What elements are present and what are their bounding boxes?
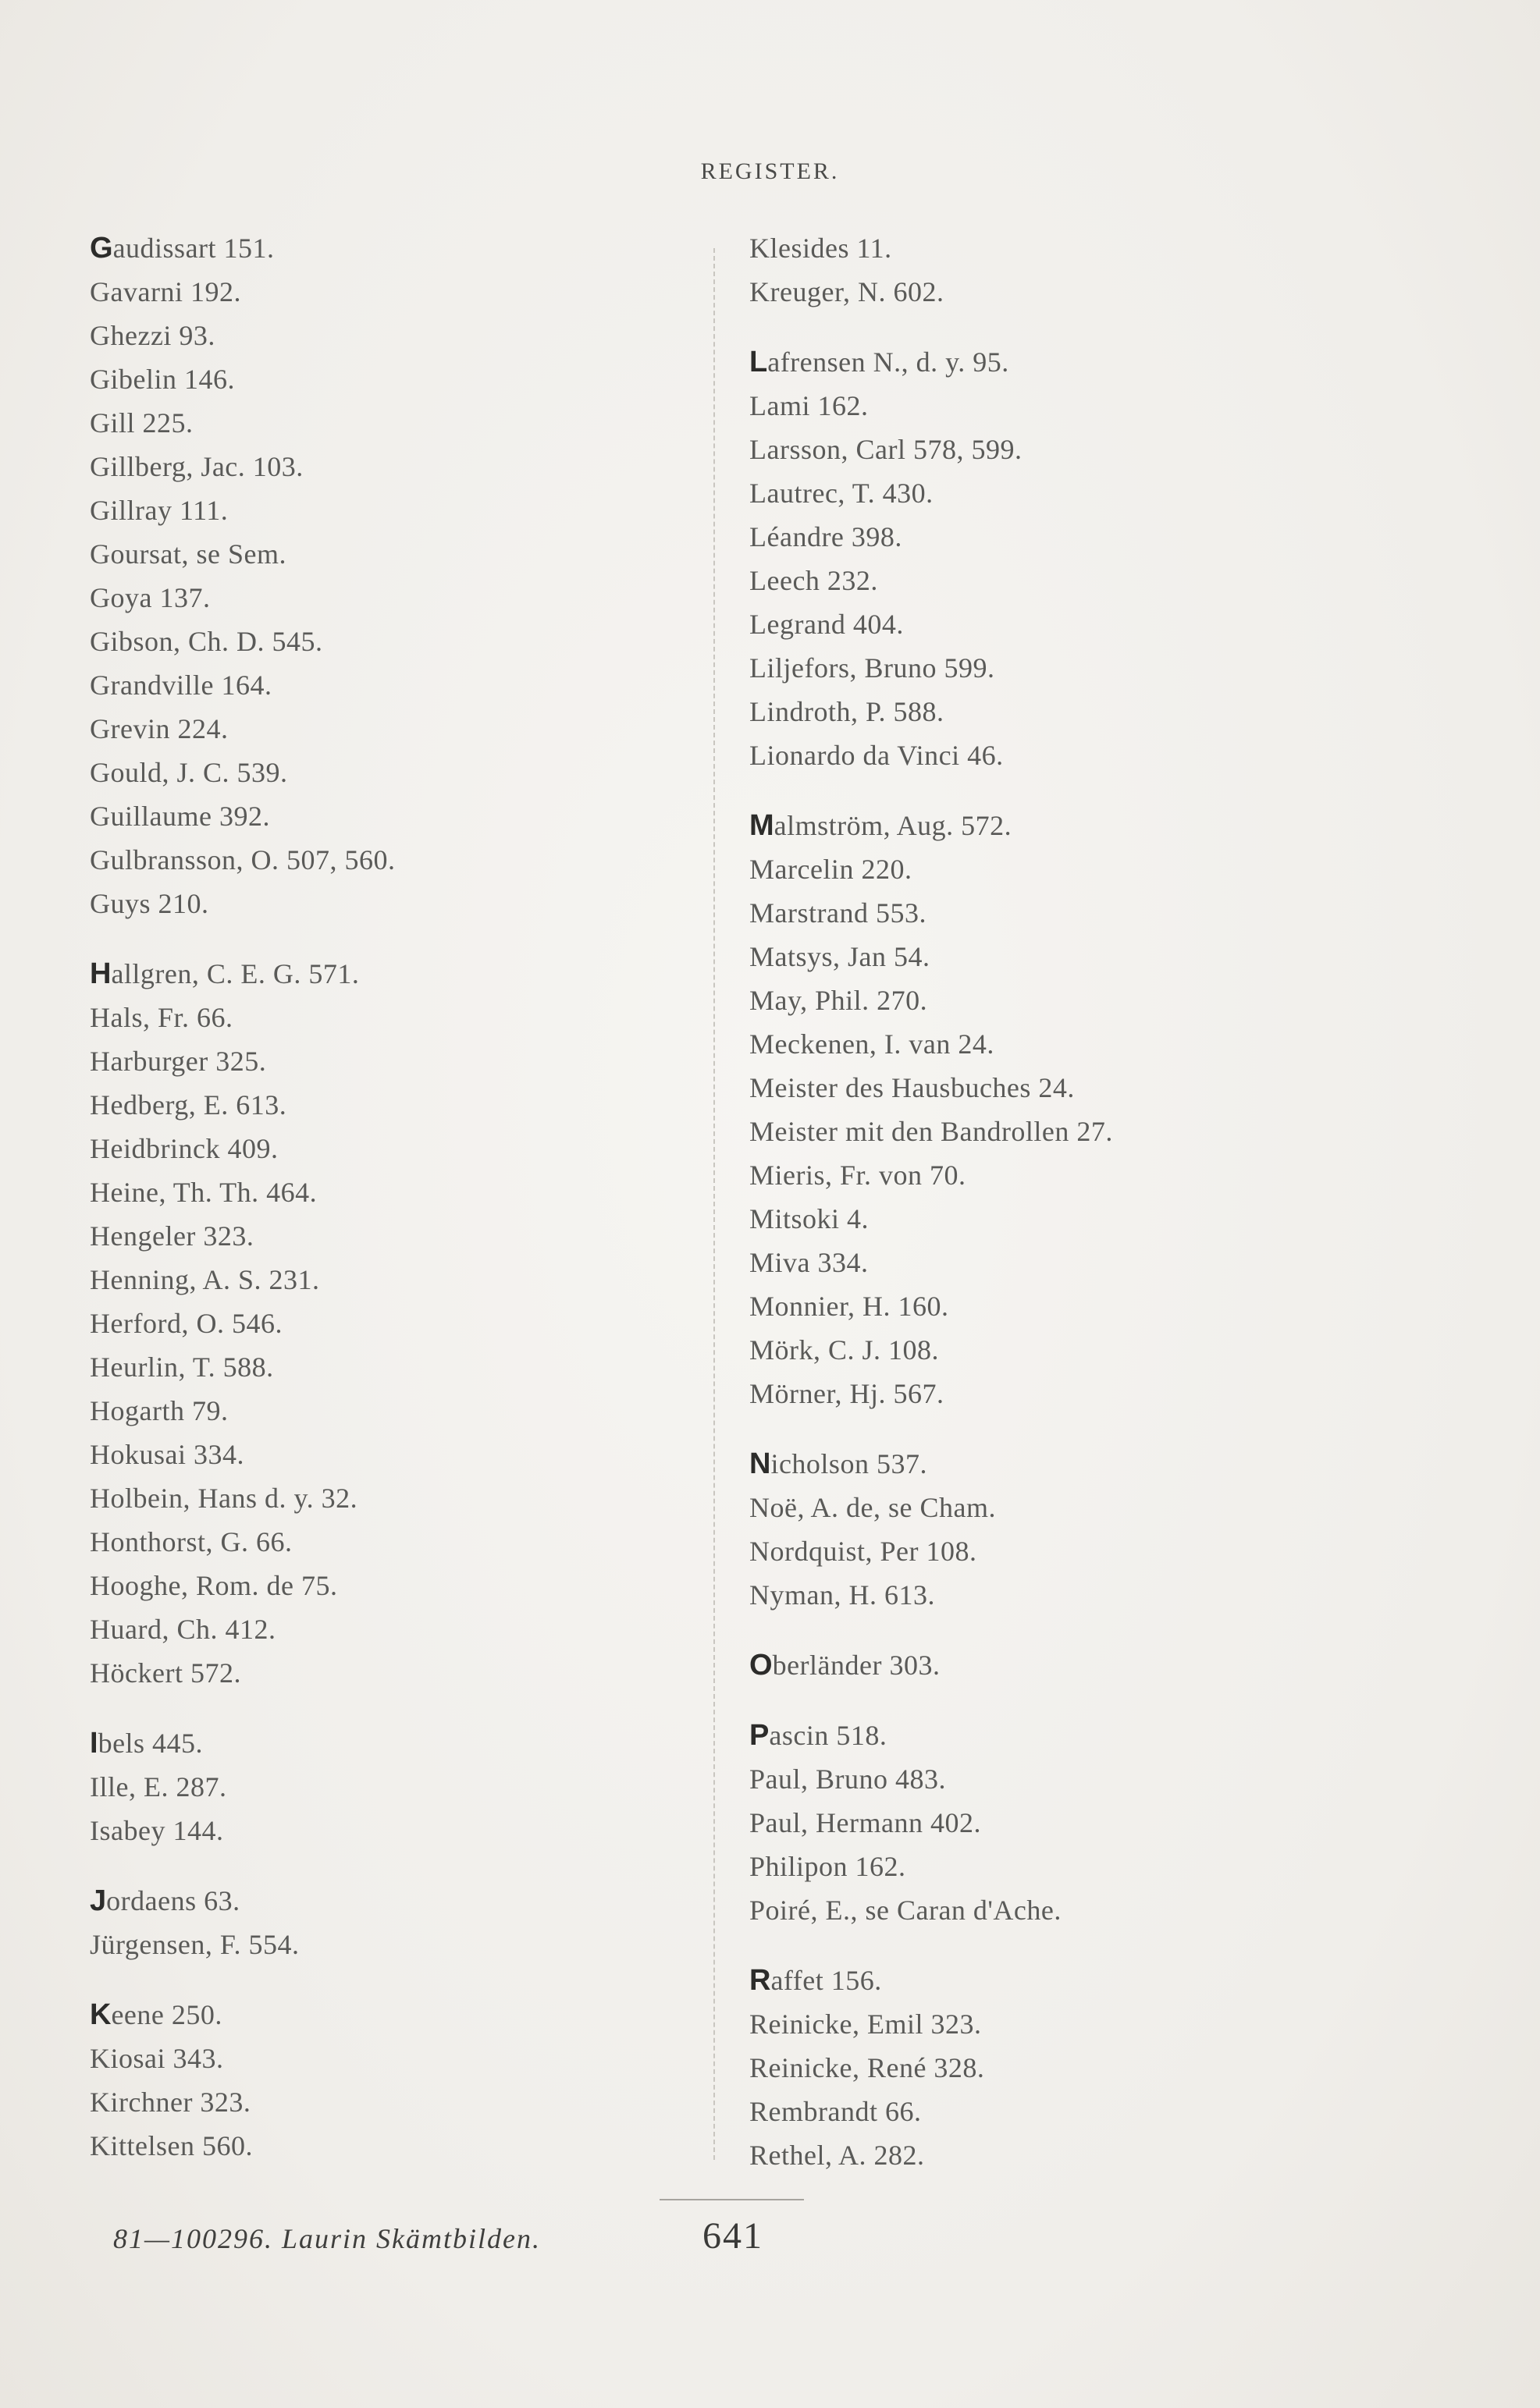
entry-text: Miva 334.: [749, 1247, 869, 1278]
column-divider: [713, 248, 715, 2160]
entry-text: ordaens 63.: [106, 1885, 240, 1916]
index-entry: [90, 1433, 683, 1476]
entry-text: Honthorst, G. 66.: [90, 1526, 293, 1557]
index-entry: [749, 1110, 1343, 1153]
index-entry: [749, 270, 1343, 314]
entry-text: Monnier, H. 160.: [749, 1291, 949, 1322]
index-entry: [749, 1643, 1343, 1687]
index-entry: [749, 1757, 1343, 1801]
entry-text: Mitsoki 4.: [749, 1203, 870, 1234]
initial-letter: O: [749, 1649, 773, 1682]
index-entry: [749, 1888, 1343, 1932]
entry-text: Guillaume 392.: [90, 801, 270, 832]
entry-text: Meister mit den Bandrollen 27.: [749, 1116, 1113, 1147]
index-entry: [749, 1959, 1343, 2002]
index-entry: [90, 620, 683, 663]
index-entry: [749, 978, 1343, 1022]
entry-text: Mieris, Fr. von 70.: [749, 1160, 966, 1191]
entry-text: Reinicke, Emil 323.: [749, 2008, 982, 2040]
page-title: REGISTER.: [700, 158, 840, 184]
entry-text: Isabey 144.: [90, 1815, 224, 1846]
entry-text: Leech 232.: [749, 565, 878, 596]
index-entry: [749, 2133, 1343, 2177]
index-entry: [90, 996, 683, 1039]
entry-text: Goya 137.: [90, 582, 211, 613]
initial-letter: R: [749, 1964, 771, 1997]
entry-text: Ille, E. 287.: [90, 1771, 227, 1802]
entry-text: Heidbrinck 409.: [90, 1133, 279, 1164]
entry-text: Lami 162.: [749, 390, 869, 421]
index-column-right: [749, 226, 1343, 2204]
index-entry: [90, 1564, 683, 1607]
index-entry: [90, 1258, 683, 1302]
index-entry: [749, 384, 1343, 428]
entry-text: Harburger 325.: [90, 1046, 267, 1077]
entry-text: Matsys, Jan 54.: [749, 941, 930, 972]
index-entry: [90, 1345, 683, 1389]
entry-text: Kittelsen 560.: [90, 2130, 253, 2161]
index-entry: [90, 1993, 683, 2037]
initial-letter: L: [749, 346, 768, 378]
index-entry: [90, 401, 683, 445]
entry-text: berländer 303.: [772, 1650, 941, 1681]
index-group: [90, 1721, 683, 1852]
entry-text: Hengeler 323.: [90, 1220, 254, 1252]
entry-text: Ghezzi 93.: [90, 320, 215, 351]
index-entry: [749, 733, 1343, 777]
entry-text: Rembrandt 66.: [749, 2096, 922, 2127]
index-entry: [90, 532, 683, 576]
initial-letter: P: [749, 1719, 770, 1752]
entry-text: Noë, A. de, se Cham.: [749, 1492, 996, 1523]
entry-text: Gillray 111.: [90, 495, 229, 526]
index-entry: [90, 1520, 683, 1564]
index-group: [90, 952, 683, 1695]
index-entry: [90, 1127, 683, 1170]
initial-letter: H: [90, 957, 112, 990]
entry-text: icholson 537.: [770, 1448, 927, 1479]
index-group: [749, 804, 1343, 1415]
entry-text: Nordquist, Per 108.: [749, 1536, 977, 1567]
entry-text: Liljefors, Bruno 599.: [749, 652, 995, 684]
index-entry: [90, 1879, 683, 1923]
index-entry: [749, 1372, 1343, 1415]
index-entry: [749, 1573, 1343, 1617]
index-entry: [90, 270, 683, 314]
index-entry: [749, 1197, 1343, 1241]
entry-text: Rethel, A. 282.: [749, 2140, 925, 2171]
index-entry: [90, 1809, 683, 1852]
index-entry: [90, 576, 683, 620]
index-entry: [90, 1170, 683, 1214]
index-entry: [90, 226, 683, 270]
index-entry: [90, 1214, 683, 1258]
index-entry: [749, 935, 1343, 978]
entry-text: Meckenen, I. van 24.: [749, 1028, 994, 1060]
index-entry: [90, 952, 683, 996]
index-entry: [90, 357, 683, 401]
entry-text: Kiosai 343.: [90, 2043, 224, 2074]
initial-letter: K: [90, 1998, 112, 2031]
entry-text: afrensen N., d. y. 95.: [767, 346, 1009, 378]
index-entry: [749, 1153, 1343, 1197]
page-footer: [113, 2214, 1440, 2261]
entry-text: Reinicke, René 328.: [749, 2052, 985, 2083]
entry-text: bels 445.: [98, 1728, 204, 1759]
entry-text: Larsson, Carl 578, 599.: [749, 434, 1023, 465]
entry-text: Legrand 404.: [749, 609, 904, 640]
entry-text: Lionardo da Vinci 46.: [749, 740, 1004, 771]
entry-text: Grandville 164.: [90, 669, 272, 701]
index-entry: [749, 1284, 1343, 1328]
index-entry: [749, 226, 1343, 270]
index-entry: [749, 1486, 1343, 1529]
index-group: [90, 1879, 683, 1966]
entry-text: eene 250.: [111, 1999, 222, 2030]
entry-text: affet 156.: [770, 1965, 882, 1996]
index-entry: [90, 1607, 683, 1651]
index-entry: [749, 804, 1343, 847]
entry-text: Kreuger, N. 602.: [749, 276, 944, 307]
entry-text: Heine, Th. Th. 464.: [90, 1177, 318, 1208]
entry-text: Gould, J. C. 539.: [90, 757, 288, 788]
index-entry: [749, 1714, 1343, 1757]
entry-text: Paul, Hermann 402.: [749, 1807, 981, 1838]
entry-text: Höckert 572.: [90, 1657, 241, 1689]
index-entry: [90, 1083, 683, 1127]
index-entry: [90, 882, 683, 925]
index-entry: [90, 2080, 683, 2124]
page-number: 641: [702, 2215, 763, 2257]
entry-text: Goursat, se Sem.: [90, 538, 286, 570]
index-entry: [90, 314, 683, 357]
index-entry: [90, 1651, 683, 1695]
initial-letter: N: [749, 1447, 771, 1480]
entry-text: Lautrec, T. 430.: [749, 478, 934, 509]
index-entry: [749, 1241, 1343, 1284]
entry-text: Hokusai 334.: [90, 1439, 244, 1470]
index-group: [749, 226, 1343, 314]
index-entry: [749, 891, 1343, 935]
entry-text: Henning, A. S. 231.: [90, 1264, 320, 1295]
entry-text: Philipon 162.: [749, 1851, 906, 1882]
index-entry: [90, 1039, 683, 1083]
footer-rule: [660, 2199, 804, 2200]
entry-text: Meister des Hausbuches 24.: [749, 1072, 1075, 1103]
entry-text: Poiré, E., se Caran d'Ache.: [749, 1895, 1062, 1926]
entry-text: audissart 151.: [112, 233, 275, 264]
entry-text: Lindroth, P. 588.: [749, 696, 944, 727]
index-entry: [749, 428, 1343, 471]
index-group: [90, 226, 683, 925]
entry-text: allgren, C. E. G. 571.: [111, 958, 360, 989]
index-entry: [749, 646, 1343, 690]
entry-text: Paul, Bruno 483.: [749, 1763, 947, 1795]
entry-text: Heurlin, T. 588.: [90, 1351, 274, 1383]
entry-text: Huard, Ch. 412.: [90, 1614, 276, 1645]
entry-text: Gibelin 146.: [90, 364, 235, 395]
initial-letter: J: [90, 1884, 107, 1917]
index-entry: [749, 1845, 1343, 1888]
index-group: [749, 340, 1343, 777]
entry-text: Gill 225.: [90, 407, 194, 439]
index-entry: [749, 1801, 1343, 1845]
initial-letter: G: [90, 232, 113, 265]
index-entry: [90, 1302, 683, 1345]
entry-text: Herford, O. 546.: [90, 1308, 283, 1339]
entry-text: Mörner, Hj. 567.: [749, 1378, 944, 1409]
index-entry: [749, 1328, 1343, 1372]
entry-text: Holbein, Hans d. y. 32.: [90, 1483, 358, 1514]
index-entry: [90, 1476, 683, 1520]
entry-text: Klesides 11.: [749, 233, 892, 264]
entry-text: ascin 518.: [769, 1720, 887, 1751]
index-column-left: [90, 226, 683, 2194]
initial-letter: I: [90, 1727, 98, 1760]
entry-text: Hedberg, E. 613.: [90, 1089, 287, 1121]
entry-text: May, Phil. 270.: [749, 985, 928, 1016]
index-entry: [749, 690, 1343, 733]
index-entry: [749, 340, 1343, 384]
index-entry: [90, 2124, 683, 2168]
index-entry: [749, 602, 1343, 646]
index-entry: [90, 488, 683, 532]
entry-text: Gillberg, Jac. 103.: [90, 451, 304, 482]
initial-letter: M: [749, 809, 774, 842]
entry-text: Marstrand 553.: [749, 897, 926, 929]
printer-signature: 81—100296. Laurin Skämtbilden.: [113, 2223, 542, 2254]
index-entry: [90, 445, 683, 488]
index-entry: [749, 471, 1343, 515]
index-entry: [90, 794, 683, 838]
index-entry: [90, 707, 683, 751]
index-entry: [749, 2046, 1343, 2090]
index-entry: [749, 515, 1343, 559]
index-entry: [749, 2002, 1343, 2046]
entry-text: Grevin 224.: [90, 713, 229, 744]
entry-text: Hals, Fr. 66.: [90, 1002, 233, 1033]
index-entry: [749, 1022, 1343, 1066]
entry-text: Kirchner 323.: [90, 2087, 251, 2118]
index-entry: [90, 1721, 683, 1765]
index-entry: [749, 559, 1343, 602]
index-entry: [90, 663, 683, 707]
index-group: [749, 1442, 1343, 1617]
entry-text: Gulbransson, O. 507, 560.: [90, 844, 396, 875]
index-entry: [90, 1389, 683, 1433]
index-entry: [749, 847, 1343, 891]
entry-text: Mörk, C. J. 108.: [749, 1334, 940, 1366]
entry-text: Léandre 398.: [749, 521, 902, 552]
index-group: [90, 1993, 683, 2168]
index-group: [749, 1643, 1343, 1687]
entry-text: Guys 210.: [90, 888, 209, 919]
entry-text: almström, Aug. 572.: [774, 810, 1012, 841]
index-entry: [90, 751, 683, 794]
index-entry: [90, 838, 683, 882]
index-group: [749, 1959, 1343, 2177]
index-entry: [749, 1442, 1343, 1486]
index-entry: [90, 1765, 683, 1809]
entry-text: Nyman, H. 613.: [749, 1579, 935, 1611]
entry-text: Jürgensen, F. 554.: [90, 1929, 300, 1960]
entry-text: Gavarni 192.: [90, 276, 241, 307]
index-entry: [749, 2090, 1343, 2133]
entry-text: Hogarth 79.: [90, 1395, 229, 1426]
index-group: [749, 1714, 1343, 1932]
entry-text: Hooghe, Rom. de 75.: [90, 1570, 338, 1601]
index-entry: [90, 2037, 683, 2080]
entry-text: Gibson, Ch. D. 545.: [90, 626, 323, 657]
index-entry: [90, 1923, 683, 1966]
index-entry: [749, 1066, 1343, 1110]
index-entry: [749, 1529, 1343, 1573]
entry-text: Marcelin 220.: [749, 854, 912, 885]
